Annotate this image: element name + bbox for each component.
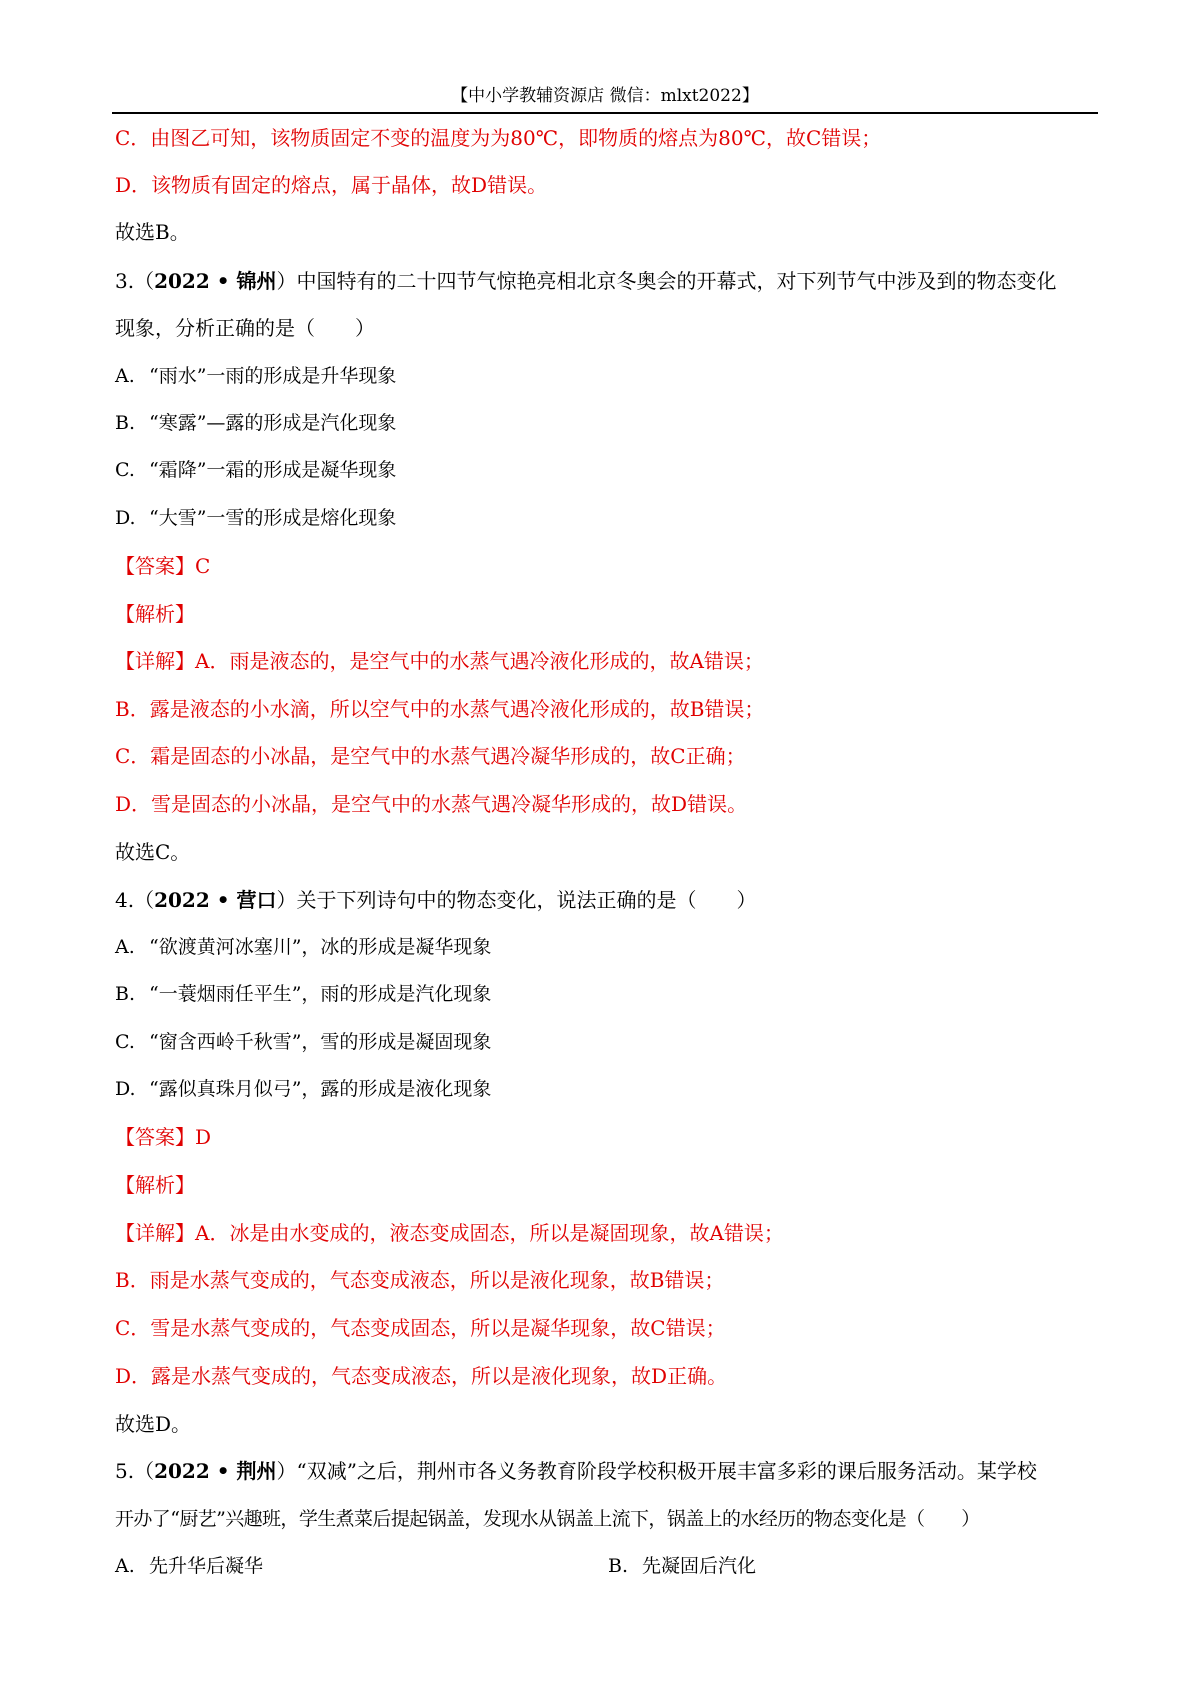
q5-option-a <box>115 1552 263 1580</box>
answer-value: D <box>195 1125 212 1149</box>
q5-number: 5. <box>115 1459 135 1483</box>
q4-source-open: （ <box>134 888 155 912</box>
detail-text: A．雨是液态的，是空气中的水蒸气遇冷液化形成的，故A错误； <box>195 649 764 673</box>
option-text: “大雪”一雪的形成是熔化现象 <box>149 507 397 529</box>
q3-detail-a <box>115 647 764 675</box>
option-text: 先升华后凝华 <box>149 1555 264 1577</box>
q4-stem-text: 关于下列诗句中的物态变化，说法正确的是（ ） <box>296 888 757 912</box>
answer-tag: 【答案】 <box>115 1125 195 1149</box>
q5-stem-cont: 开办了“厨艺”兴趣班，学生煮菜后提起锅盖，发现水从锅盖上流下，锅盖上的水经历的物态变化是（ ） <box>115 1508 980 1530</box>
option-label: C. <box>115 459 135 481</box>
q5-option-b <box>608 1552 756 1580</box>
q3-answer <box>115 552 210 580</box>
option-text: “霜降”一霜的形成是凝华现象 <box>149 459 397 481</box>
option-label: A. <box>115 365 135 387</box>
q5-stem-text: “双减”之后，荆州市各义务教育阶段学校积极开展丰富多彩的课后服务活动。某学校 <box>296 1459 1037 1483</box>
intro-choose: 故选B。 <box>115 220 190 244</box>
q4-source: 2022 • 营口 <box>154 888 277 912</box>
q4-detail-b: B．雨是水蒸气变成的，气态变成液态，所以是液化现象，故B错误； <box>115 1268 725 1292</box>
q4-analysis-tag: 【解析】 <box>115 1173 195 1197</box>
q4-source-close: ） <box>276 888 297 912</box>
option-text: “一蓑烟雨任平生”，雨的形成是汽化现象 <box>149 983 492 1005</box>
option-text: “欲渡黄河冰塞川”，冰的形成是凝华现象 <box>149 936 492 958</box>
q3-option-a <box>115 362 396 390</box>
q3-stem-cont: 现象，分析正确的是（ ） <box>115 316 375 340</box>
option-text: “露似真珠月似弓”，露的形成是液化现象 <box>149 1078 492 1100</box>
q4-option-d <box>115 1075 491 1103</box>
q4-detail-c: C．雪是水蒸气变成的，气态变成固态，所以是凝华现象，故C错误； <box>115 1316 726 1340</box>
q3-detail-c: C．霜是固态的小冰晶，是空气中的水蒸气遇冷凝华形成的，故C正确； <box>115 744 746 768</box>
page-header: 【中小学教辅资源店 微信：mlxt2022】 <box>112 82 1098 114</box>
q3-option-c <box>115 456 396 484</box>
intro-explain-d: D．该物质有固定的熔点，属于晶体，故D错误。 <box>115 173 548 197</box>
intro-explain-c: C．由图乙可知，该物质固定不变的温度为为80℃，即物质的熔点为80℃，故C错误； <box>115 126 882 150</box>
option-text: “窗含西岭千秋雪”，雪的形成是凝固现象 <box>149 1031 492 1053</box>
option-label: C. <box>115 1031 135 1053</box>
q3-option-b <box>115 409 396 437</box>
q4-option-b <box>115 980 491 1008</box>
option-text: “雨水”一雨的形成是升华现象 <box>149 365 397 387</box>
q3-detail-d: D．雪是固态的小冰晶，是空气中的水蒸气遇冷凝华形成的，故D错误。 <box>115 792 748 816</box>
q4-number: 4. <box>115 888 135 912</box>
q5-source: 2022 • 荆州 <box>154 1459 277 1483</box>
q4-detail-a <box>115 1219 784 1247</box>
q4-answer <box>115 1123 211 1151</box>
q4-detail-d: D．露是水蒸气变成的，气态变成液态，所以是液化现象，故D正确。 <box>115 1364 728 1388</box>
q3-option-d <box>115 504 396 532</box>
option-text: 先凝固后汽化 <box>642 1555 757 1577</box>
option-label: A. <box>115 1555 135 1577</box>
q4-option-a <box>115 933 491 961</box>
q5-source-open: （ <box>134 1459 155 1483</box>
detail-text: A．冰是由水变成的，液态变成固态，所以是凝固现象，故A错误； <box>195 1221 784 1245</box>
answer-tag: 【答案】 <box>115 554 195 578</box>
q3-detail-b: B．露是液态的小水滴，所以空气中的水蒸气遇冷液化形成的，故B错误； <box>115 697 765 721</box>
detail-tag: 【详解】 <box>115 649 195 673</box>
q5-stem <box>115 1457 1037 1485</box>
answer-value: C <box>195 554 211 578</box>
option-label: B. <box>115 412 136 434</box>
q3-source-open: （ <box>134 269 155 293</box>
q3-choose: 故选C。 <box>115 840 191 864</box>
q3-source: 2022 • 锦州 <box>154 269 277 293</box>
option-label: D. <box>115 1078 136 1100</box>
q3-number: 3. <box>115 269 135 293</box>
q3-stem <box>115 267 1056 295</box>
option-label: B. <box>115 983 136 1005</box>
option-label: D. <box>115 507 136 529</box>
q5-source-close: ） <box>276 1459 297 1483</box>
detail-tag: 【详解】 <box>115 1221 195 1245</box>
option-label: B. <box>608 1555 629 1577</box>
q4-choose: 故选D。 <box>115 1412 192 1436</box>
q4-stem <box>115 886 756 914</box>
q3-stem-text: 中国特有的二十四节气惊艳亮相北京冬奥会的开幕式，对下列节气中涉及到的物态变化 <box>296 269 1057 293</box>
option-label: A. <box>115 936 135 958</box>
q3-analysis-tag: 【解析】 <box>115 602 195 626</box>
option-text: “寒露”—露的形成是汽化现象 <box>149 412 397 434</box>
q3-source-close: ） <box>276 269 297 293</box>
q4-option-c <box>115 1028 491 1056</box>
